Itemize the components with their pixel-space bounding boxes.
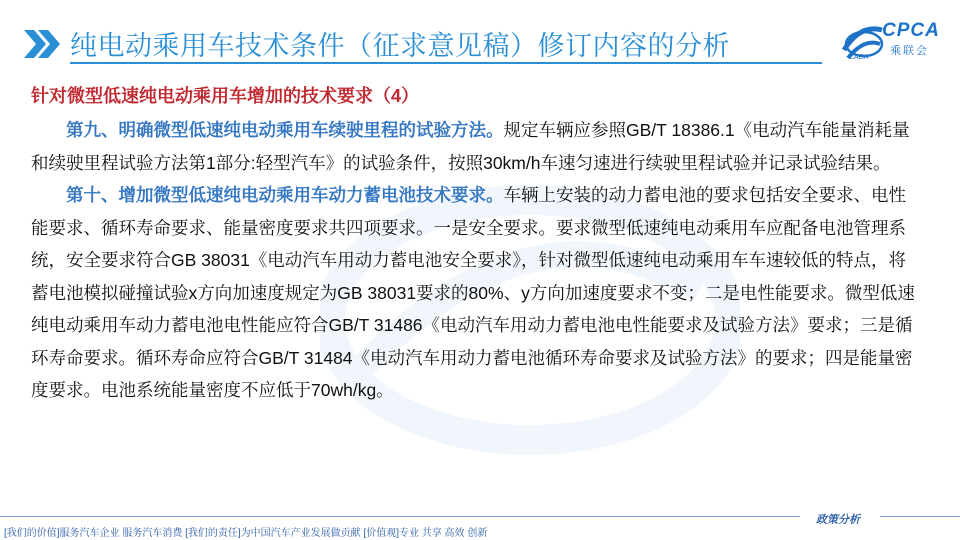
logo-wordmark: CPCA <box>882 20 940 41</box>
section-subheading: 针对微型低速纯电动乘用车增加的技术要求（4） <box>31 86 420 106</box>
paragraph-text: 规定车辆应参照GB/T 18386.1《电动汽车能量消耗量和续驶里程试验方法第1部分:轻型汽车》的试验条件，按照30km/h车速匀速进行续驶里程试验并记录试验结果。 <box>31 120 910 173</box>
logo-mini-text: CADA <box>849 54 869 61</box>
footer-divider-right <box>880 516 960 517</box>
paragraph-text: 车辆上安装的动力蓄电池的要求包括安全要求、电性能要求、循环寿命要求、能量密度要求共四项要求。一是安全要求。要求微型低速纯电动乘用车应配备电池管理系统，安全要求符合GB 38031《电动汽车用动力蓄电池安全要求》，针对微型低速纯电动乘用车车速较低的特点，将蓄电池模拟碰撞试验x方向加速度规定为GB 38031要求的80%、y方向加速度要求不变；二是电性能要求。微型低速纯电动乘用车动力蓄电池电性能应符合GB/T 31486《电动汽车用动力蓄电池电性能要求及试验方法》要求；三是循环寿命要求。循环寿命应符合GB/T 31484《电动汽车用动力蓄电池循环寿命要求及试验方法》的要求；四是能量密度要求。电池系统能量密度不应低于70wh/kg。 <box>31 185 915 400</box>
slide-content <box>31 82 921 407</box>
slide-header <box>0 0 960 70</box>
paragraph-lead: 第九、明确微型低速纯电动乘用车续驶里程的试验方法。 <box>66 120 504 140</box>
paragraph-tenth <box>31 179 921 407</box>
footer-section-label: 政策分析 <box>816 513 860 526</box>
paragraph-ninth <box>31 114 921 179</box>
slide-title: 纯电动乘用车技术条件（征求意见稿）修订内容的分析 <box>70 31 730 61</box>
double-chevron-icon <box>22 26 62 62</box>
paragraph-lead: 第十、增加微型低速纯电动乘用车动力蓄电池技术要求。 <box>66 185 504 205</box>
footer-divider <box>0 516 800 517</box>
footer-slogan: [我们的价值]服务汽车企业 服务汽车消费 [我们的责任]为中国汽车产业发展做贡献 [价值观]专业 共享 高效 创新 <box>4 528 488 539</box>
title-underline <box>70 62 822 64</box>
logo-subtitle: 乘联会 <box>890 45 929 57</box>
